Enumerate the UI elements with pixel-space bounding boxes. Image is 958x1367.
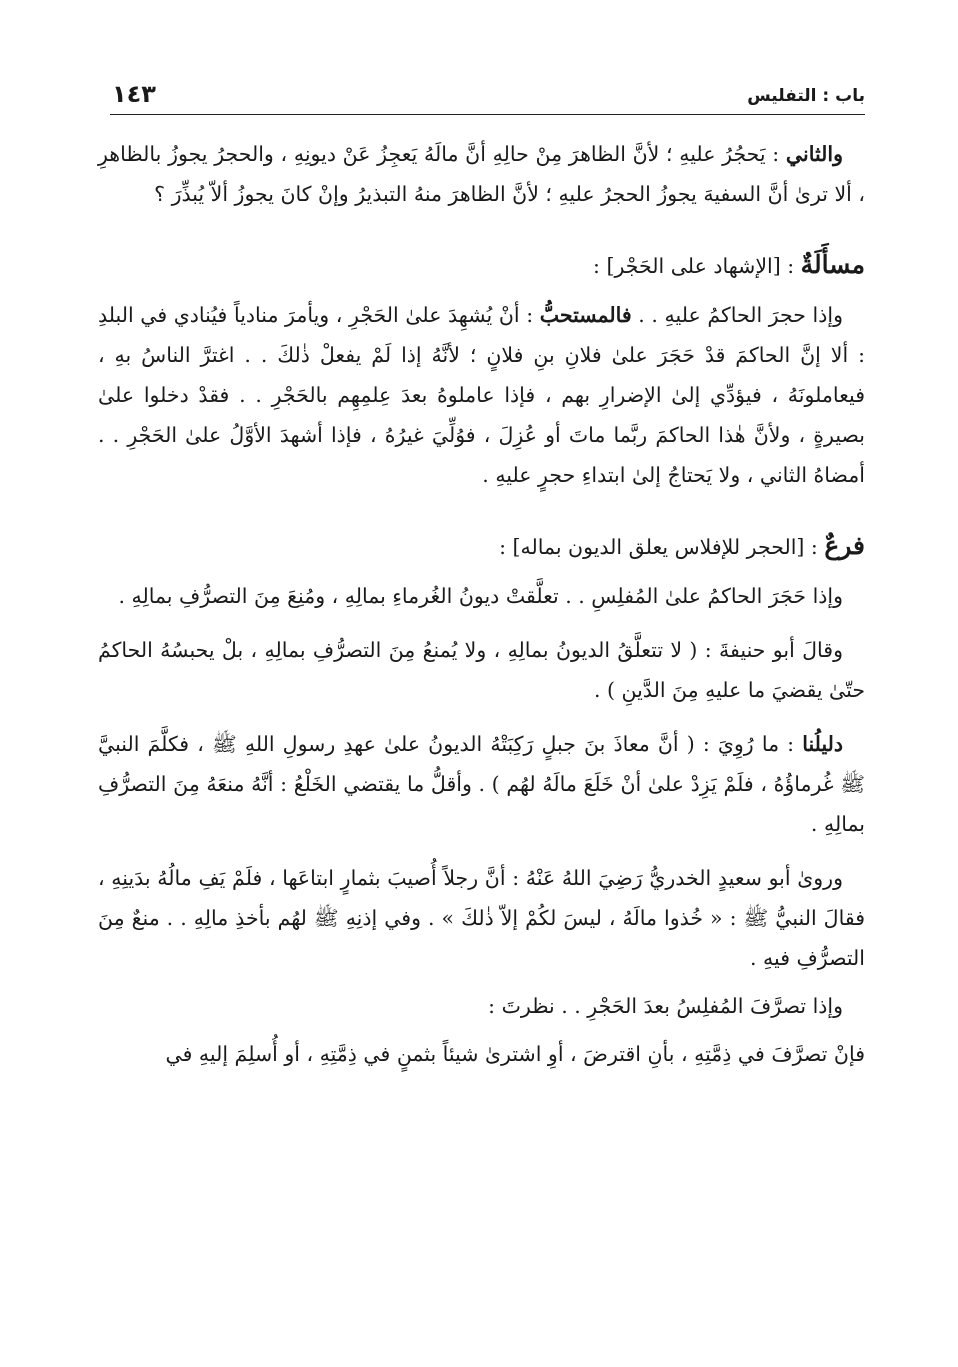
far-title: : [الحجر للإفلاس يعلق الديون بماله] :	[499, 535, 825, 559]
chapter-title: باب : التفليس	[747, 86, 865, 106]
paragraph-abu-said: وروىٰ أبو سعيدٍ الخدريُّ رَضِيَ اللهُ عَنْهُ : أنَّ رجلاً أُصيبَ بثمارٍ ابتاعَها ، فلَمْ يَفِ مالُهُ بدَينِهِ ، فقالَ النبيُّ ﷺ : « خُذوا مالَهُ ، ليسَ لكُمْ إلاّ ذٰلكَ » . وفي إذنِهِ ﷺ لهُم بأخذِ مالِهِ . . منعٌ مِنَ التصرُّفِ فيهِ .	[98, 866, 865, 970]
masala-title: : [الإشهاد على الحَجْر] :	[593, 254, 801, 278]
far-label: فرعٌ	[824, 531, 865, 560]
paragraph-continuation: فإنْ تصرَّفَ في ذِمَّتِهِ ، بأنِ اقترضَ ، أوِ اشترىٰ شيئاً بثمنٍ في ذِمَّتِهِ ، أو أُسلِمَ إليهِ في	[165, 1042, 865, 1066]
paragraph-emphasis: فالمستحبُّ	[539, 303, 632, 327]
paragraph-witnessing	[98, 295, 865, 495]
paragraph-text: : ما رُوِيَ : ( أنَّ معاذَ بنَ جبلٍ رَكِبَتْهُ الديونُ علىٰ عهدِ رسولِ اللهِ ﷺ ، فكلَّمَ النبيَّ ﷺ غُرماؤُهُ ، فلَمْ يَزِدْ علىٰ أنْ خَلَعَ مالَهُ لهُم ) . وأقلُّ ما يقتضي الخَلْعُ : أنَّهُ منعَهُ مِنَ التصرُّفِ بمالِهِ .	[98, 732, 865, 836]
paragraph-lead: والثاني	[785, 142, 843, 166]
far-heading	[98, 525, 865, 568]
masala-heading	[98, 244, 865, 287]
paragraph-text: : يَحجُرُ عليهِ ؛ لأنَّ الظاهرَ مِنْ حالِهِ أنَّ مالَهُ يَعجِزُ عَنْ ديونِهِ ، والحجرُ يجوزُ بالظاهرِ ، ألا ترىٰ أنَّ السفيهَ يجوزُ الحجرُ عليهِ ؛ لأنَّ الظاهرَ منهُ التبذيرُ وإنْ كانَ يجوزُ ألاّ يُبذِّرَ ؟	[98, 142, 865, 206]
paragraph-text: وإذا حجرَ الحاكمُ عليهِ . .	[631, 303, 843, 327]
paragraph-second-view	[98, 134, 865, 214]
masala-label: مسأَلَةٌ	[800, 250, 865, 279]
paragraph-text: : أنْ يُشهِدَ علىٰ الحَجْرِ ، ويأمرَ منادياً فيُنادي في البلدِ : ألا إنَّ الحاكمَ قدْ حَجَرَ علىٰ فلانِ بنِ فلانٍ ؛ لأنَّهُ إذا لَمْ يفعلْ ذٰلكَ . . اغترَّ الناسُ بهِ ، فيعاملونَهُ ، فيؤدِّي إلىٰ الإضرارِ بهم ، فإذا عاملوهُ بعدَ عِلمِهِم بالحَجْرِ . . فقدْ دخلوا علىٰ بصيرةٍ ، ولأنَّ هٰذا الحاكمَ ربَّما ماتَ أو عُزِلَ ، فوُلِّيَ غيرُهُ ، فإذا أشهدَ الأوَّلُ علىٰ الحَجْرِ . . أمضاهُ الثاني ، ولا يَحتاجُ إلىٰ ابتداءِ حجرٍ عليهِ .	[98, 303, 865, 487]
paragraph-lead: دليلُنا	[802, 732, 843, 756]
page-number: ١٤٣	[112, 80, 156, 108]
body-text	[98, 134, 865, 1074]
paragraph-disposal: وإذا تصرَّفَ المُفلِسُ بعدَ الحَجْرِ . . نظرتَ :	[488, 994, 843, 1018]
paragraph-evidence	[98, 724, 865, 844]
paragraph-debts-attach: وإذا حَجَرَ الحاكمُ علىٰ المُفلِسِ . . تعلَّقتْ ديونُ الغُرماءِ بمالِهِ ، ومُنِعَ مِنَ التصرُّفِ بمالِهِ .	[118, 584, 843, 608]
running-header	[110, 78, 865, 115]
paragraph-abu-hanifa: وقالَ أبو حنيفةَ : ( لا تتعلَّقُ الديونُ بمالِهِ ، ولا يُمنعُ مِنَ التصرُّفِ بمالِهِ ، بلْ يحبسُهُ الحاكمُ حتّىٰ يقضيَ ما عليهِ مِنَ الدَّينِ ) .	[98, 638, 865, 702]
